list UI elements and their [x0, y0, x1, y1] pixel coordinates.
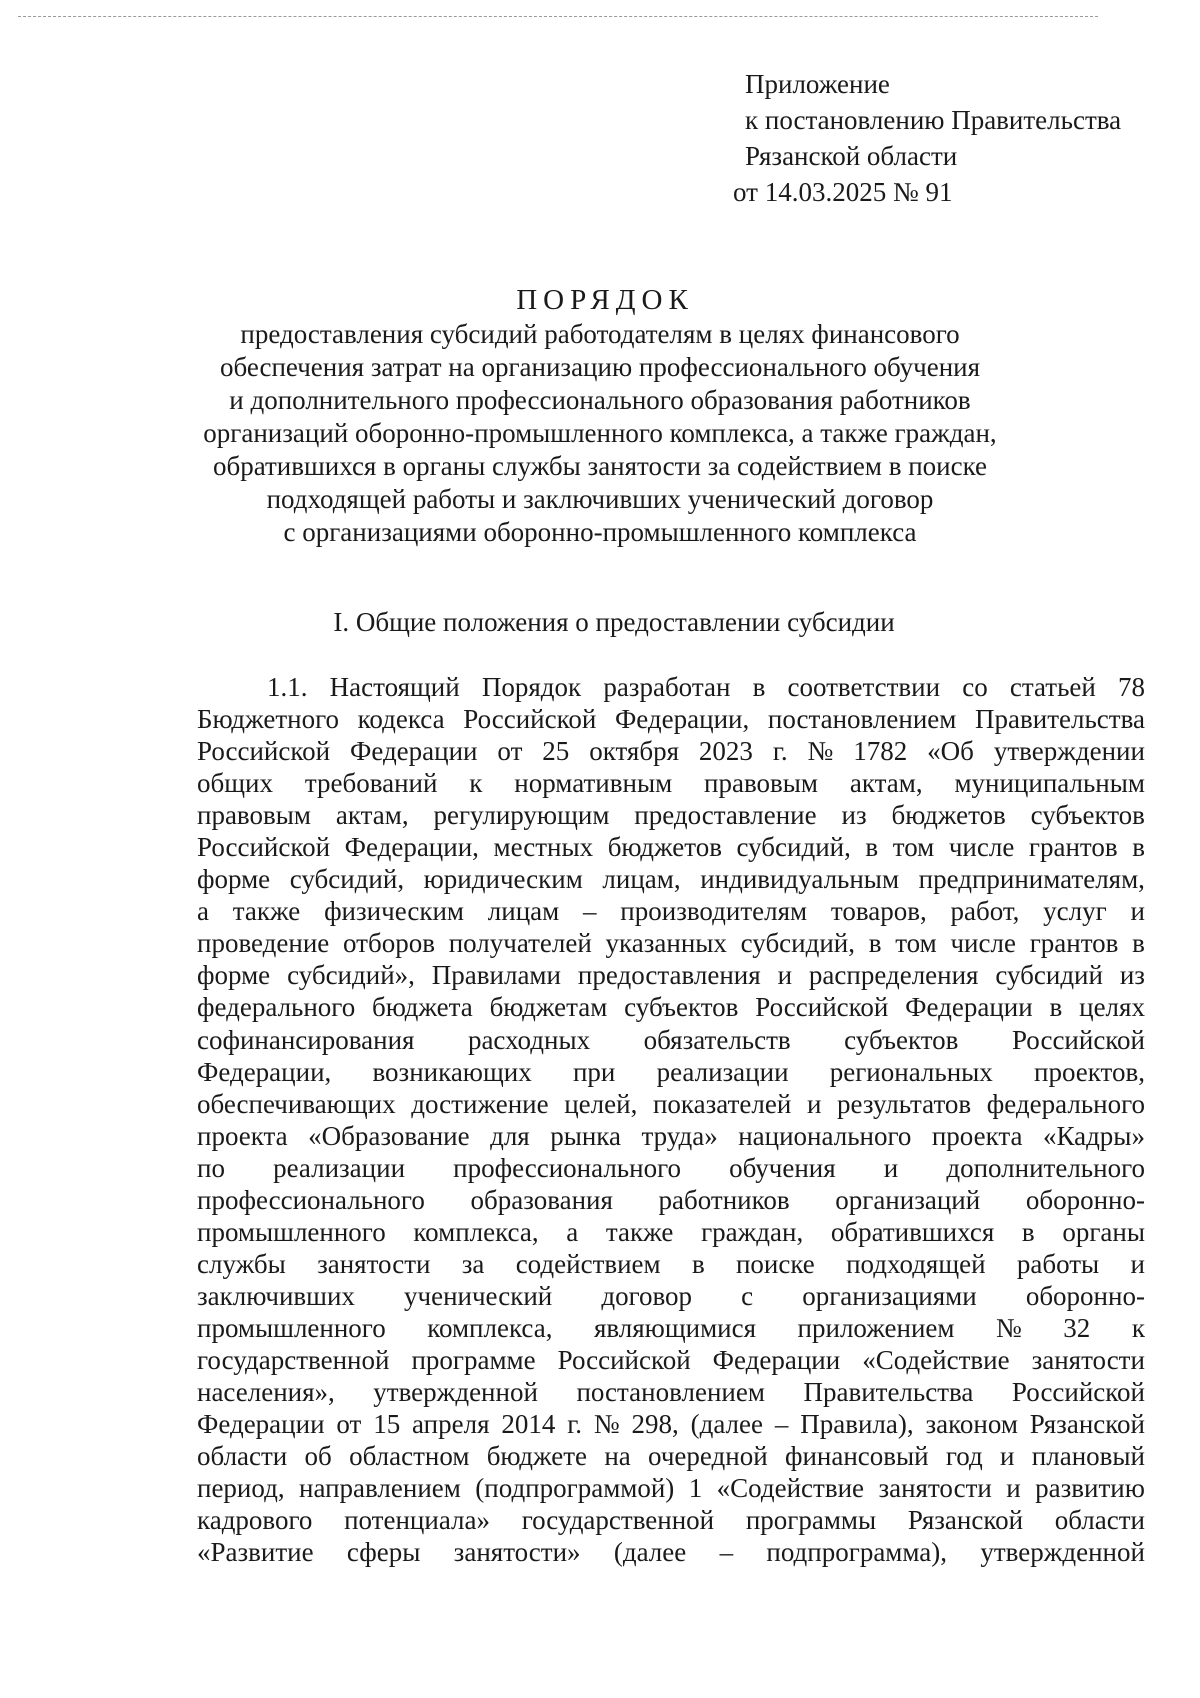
subtitle-line: обеспечения затрат на организацию профессионального обучения: [219, 352, 981, 382]
body-line: Бюджетного кодекса Российской Федерации, постановлением Правительства: [197, 704, 1145, 735]
body-line: промышленного комплекса, являющимися приложением № 32 к: [197, 1312, 1145, 1343]
body-line: профессионального образования работников организаций оборонно-: [197, 1184, 1145, 1215]
title-block: [0, 282, 1200, 549]
body-line: промышленного комплекса, а также граждан, обратившихся в органы: [197, 1216, 1145, 1247]
body-line: Федерации, возникающих при реализации региональных проектов,: [197, 1056, 1145, 1087]
body-line: Федерации от 15 апреля 2014 г. № 298, (далее – Правила), законом Рязанской: [197, 1409, 1145, 1440]
appendix-line-2: к постановлению Правительства: [745, 105, 1122, 135]
body-line: населения», утвержденной постановлением Правительства Российской: [197, 1377, 1145, 1408]
appendix-date: от 14.03.2025 № 91: [733, 177, 953, 207]
subtitle-line: обратившихся в органы службы занятости за содействием в поиске: [212, 451, 988, 481]
body-line: Российской Федерации, местных бюджетов субсидий, в том числе грантов в: [197, 832, 1145, 863]
subtitle-line: и дополнительного профессионального образования работников: [229, 385, 971, 415]
body-line: области об областном бюджете на очередной финансовый год и плановый: [197, 1441, 1145, 1472]
body-line: 1.1. Настоящий Порядок разработан в соответствии со статьей 78: [267, 672, 1145, 702]
subtitle-line: подходящей работы и заключивших ученический договор: [266, 484, 934, 514]
body-line: форме субсидий», Правилами предоставления и распределения субсидий из: [197, 960, 1145, 991]
body-line: Российской Федерации от 25 октября 2023 г. № 1782 «Об утверждении: [197, 736, 1145, 767]
subtitle-line: организаций оборонно-промышленного комплекса, а также граждан,: [203, 418, 997, 448]
appendix-block: [733, 66, 1122, 210]
body-line: проекта «Образование для рынка труда» национального проекта «Кадры»: [197, 1120, 1145, 1151]
scan-edge-line: [18, 16, 1098, 17]
document-title: ПОРЯДОК: [516, 284, 694, 316]
body-line: форме субсидий, юридическим лицам, индивидуальным предпринимателям,: [197, 864, 1145, 895]
body-line: обеспечивающих достижение целей, показателей и результатов федерального: [197, 1088, 1145, 1119]
subtitle-line: предоставления субсидий работодателям в целях финансового: [240, 319, 960, 349]
appendix-line-1: Приложение: [745, 69, 890, 99]
body-line: федерального бюджета бюджетам субъектов Российской Федерации в целях: [197, 992, 1145, 1023]
document-subtitle: [0, 318, 1200, 549]
body-line: заключивших ученический договор с организациями оборонно-: [197, 1280, 1145, 1311]
body-line: по реализации профессионального обучения и дополнительного: [197, 1152, 1145, 1183]
body-line: общих требований к нормативным правовым актам, муниципальным: [197, 768, 1145, 799]
body-line: правовым актам, регулирующим предоставление из бюджетов субъектов: [197, 800, 1145, 831]
body-line: проведение отборов получателей указанных субсидий, в том числе грантов в: [197, 928, 1145, 959]
subtitle-line: с организациями оборонно-промышленного комплекса: [283, 517, 917, 547]
body-paragraph: [197, 671, 1145, 1568]
body-line: а также физическим лицам – производителям товаров, работ, услуг и: [197, 896, 1145, 927]
body-line: кадрового потенциала» государственной программы Рязанской области: [197, 1505, 1145, 1536]
body-line: службы занятости за содействием в поиске подходящей работы и: [197, 1248, 1145, 1279]
body-line: период, направлением (подпрограммой) 1 «Содействие занятости и развитию: [197, 1473, 1145, 1504]
body-line: «Развитие сферы занятости» (далее – подпрограмма), утвержденной: [197, 1537, 1145, 1568]
body-line: государственной программе Российской Федерации «Содействие занятости: [197, 1344, 1145, 1375]
section-heading: I. Общие положения о предоставлении субсидии: [333, 607, 895, 637]
body-line: софинансирования расходных обязательств субъектов Российской: [197, 1024, 1145, 1055]
appendix-line-3: Рязанской области: [745, 141, 958, 171]
